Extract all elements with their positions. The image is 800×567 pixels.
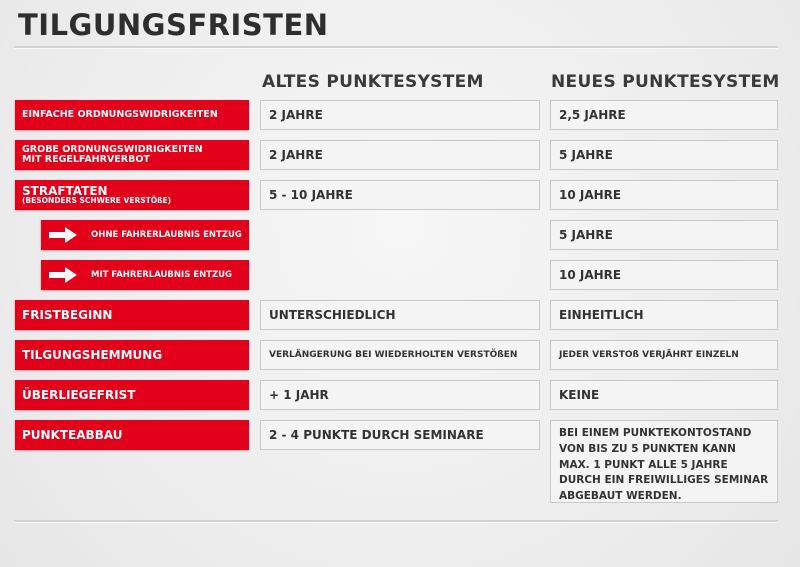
- row-label-text: MIT FAHRERLAUBNIS ENTZUG: [91, 269, 233, 280]
- row-label-tilgungshemmung: [15, 340, 249, 370]
- arrow-right-icon: [49, 268, 79, 282]
- cell-alt-ueberliegefrist: + 1 JAHR: [260, 380, 540, 410]
- cell-line: DURCH EIN FREIWILLIGES SEMINAR: [559, 474, 769, 487]
- row-label-line2: MIT REGELFAHRVERBOT: [22, 154, 150, 165]
- cell-neu-ueberliegefrist: KEINE: [550, 380, 778, 410]
- cell-alt-tilgungshemmung: VERLÄNGERUNG BEI WIEDERHOLTEN VERSTÖßEN: [260, 340, 540, 370]
- divider-top: [14, 46, 778, 49]
- cell-neu-punkteabbau: [550, 420, 778, 503]
- row-label-ohne-entzug: [41, 220, 249, 250]
- divider-bottom: [14, 520, 778, 523]
- cell-alt-straftaten: 5 - 10 JAHRE: [260, 180, 540, 210]
- cell-alt-fristbeginn: UNTERSCHIEDLICH: [260, 300, 540, 330]
- cell-line: MAX. 1 PUNKT ALLE 5 JAHRE: [559, 458, 728, 471]
- cell-neu-tilgungshemmung: JEDER VERSTOß VERJÄHRT EINZELN: [550, 340, 778, 370]
- cell-neu-mit-entzug: 10 JAHRE: [550, 260, 778, 290]
- cell-alt-einfache: 2 JAHRE: [260, 100, 540, 130]
- cell-line: VON BIS ZU 5 PUNKTEN KANN: [559, 442, 736, 455]
- row-label-punkteabbau: [15, 420, 249, 450]
- row-label-line1: GROBE ORDNUNGSWIDRIGKEITEN: [22, 144, 203, 156]
- row-label-text: STRAFTATEN: [22, 183, 108, 198]
- row-label-text: ÜBERLIEGEFRIST: [22, 387, 136, 402]
- cell-line: ABGEBAUT WERDEN.: [559, 490, 682, 502]
- row-label-text: TILGUNGSHEMMUNG: [22, 347, 163, 362]
- row-label-fristbeginn: [15, 300, 249, 330]
- row-label-einfache: [15, 100, 249, 130]
- cell-neu-grobe: 5 JAHRE: [550, 140, 778, 170]
- cell-neu-straftaten: 10 JAHRE: [550, 180, 778, 210]
- cell-alt-punkteabbau: 2 - 4 PUNKTE DURCH SEMINARE: [260, 420, 540, 450]
- page-title: TILGUNGSFRISTEN: [18, 8, 329, 42]
- column-header-neu: NEUES PUNKTESYSTEM: [551, 72, 780, 92]
- row-sublabel: (BESONDERS SCHWERE VERSTÖßE): [22, 196, 172, 206]
- row-label-text: EINFACHE ORDNUNGSWIDRIGKEITEN: [22, 109, 218, 121]
- row-label-mit-entzug: [41, 260, 249, 290]
- cell-neu-ohne-entzug: 5 JAHRE: [550, 220, 778, 250]
- cell-neu-fristbeginn: EINHEITLICH: [550, 300, 778, 330]
- row-label-grobe: [15, 140, 249, 170]
- row-label-ueberliegefrist: [15, 380, 249, 410]
- column-header-alt: ALTES PUNKTESYSTEM: [262, 72, 484, 92]
- row-label-text: OHNE FAHRERLAUBNIS ENTZUG: [91, 229, 242, 240]
- row-label-text: FRISTBEGINN: [22, 307, 113, 322]
- arrow-right-icon: [49, 228, 79, 242]
- cell-line: BEI EINEM PUNKTEKONTOSTAND: [559, 427, 752, 439]
- row-label-text: PUNKTEABBAU: [22, 427, 123, 442]
- cell-alt-grobe: 2 JAHRE: [260, 140, 540, 170]
- row-label-straftaten: [15, 180, 249, 210]
- cell-neu-einfache: 2,5 JAHRE: [550, 100, 778, 130]
